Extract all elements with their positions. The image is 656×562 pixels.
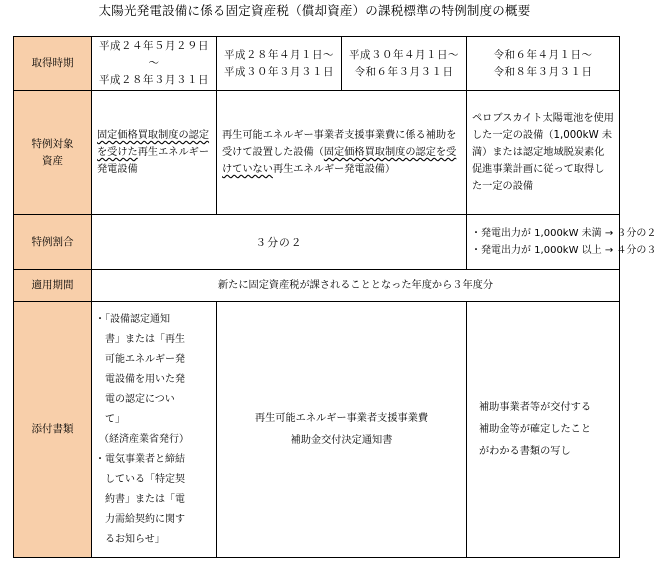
row-header-special-ratio: 特例割合 xyxy=(14,215,92,270)
attached-document-line: るお知らせ」 xyxy=(105,533,165,545)
target-assets-period-2-3-post: 再生エネルギー発電設備） xyxy=(272,164,396,175)
table-row xyxy=(14,302,620,558)
application-period-text: 新たに固定資産税が課されることとなった年度から３年度分 xyxy=(92,270,620,302)
acquisition-period-4 xyxy=(467,37,620,91)
acquisition-period-4-start: 令和６年４月１日～ xyxy=(493,48,593,61)
row-header-target-assets-line1: 特例対象 xyxy=(31,137,74,150)
attached-document-line: している「特定契 xyxy=(105,473,185,485)
attached-documents-period-4 xyxy=(467,302,620,558)
acquisition-period-1-end: 平成２８年３月３１日 xyxy=(99,74,209,86)
attached-document-line: ・電気事業者と締結 xyxy=(95,453,185,465)
row-header-acquisition-period: 取得時期 xyxy=(14,37,92,91)
acquisition-period-2-end: 平成３０年３月３１日 xyxy=(224,65,334,78)
attached-document-line: 書」または「再生 xyxy=(105,333,185,345)
attached-documents-period-2-3 xyxy=(217,302,467,558)
attached-document-line: 電の認定につい xyxy=(105,393,175,405)
fit-not-certified-text: 固定価格買取制度の認定を受けていない xyxy=(222,147,457,175)
attached-documents-period-1 xyxy=(92,302,217,558)
attached-document-line: 約書」または「電 xyxy=(105,493,185,505)
subsidy-notice-line1: 再生可能エネルギー事業者支援事業費 xyxy=(254,412,429,424)
table-row xyxy=(14,270,620,302)
target-assets-period-1-rest: 再生エネルギー発電設備 xyxy=(97,147,210,175)
table-row xyxy=(14,91,620,215)
attached-document-line: て」 xyxy=(105,413,125,425)
special-ratio-period-1-3: ３分の２ xyxy=(92,215,467,270)
attached-document-line: 力需給契約に関す xyxy=(105,513,185,525)
acquisition-period-2-start: 平成２８年４月１日～ xyxy=(224,48,334,61)
special-ratio-under-1000kw: ・発電出力が 1,000kW 未満 → ３分の２ xyxy=(471,228,656,239)
row-header-application-period: 適用期間 xyxy=(14,270,92,302)
special-ratio-over-1000kw: ・発電出力が 1,000kW 以上 → ４分の３ xyxy=(471,245,656,256)
table-row xyxy=(14,215,620,270)
acquisition-period-4-end: 令和８年３月３１日 xyxy=(493,65,593,78)
acquisition-period-1 xyxy=(92,37,217,91)
attached-document-line: 可能エネルギー発 xyxy=(105,353,185,365)
acquisition-period-3-end: 令和６年３月３１日 xyxy=(354,65,454,78)
acquisition-period-2 xyxy=(217,37,342,91)
subsidy-notice-line2: 補助金交付決定通知書 xyxy=(290,434,393,446)
row-header-target-assets xyxy=(14,91,92,215)
attached-document-line: （経済産業省発行） xyxy=(99,433,189,445)
attached-document-line: ・「設備認定通知 xyxy=(95,313,170,325)
target-assets-period-4: ペロブスカイト太陽電池を使用した一定の設備（1,000kW 未満）または認定地域脱炭素化促進事業計画に従って取得した一定の設備 xyxy=(467,91,620,215)
special-ratio-period-4 xyxy=(467,215,656,270)
acquisition-period-3 xyxy=(342,37,467,91)
row-header-target-assets-line2: 資産 xyxy=(42,154,63,167)
acquisition-period-1-start: 平成２４年５月２９日～ xyxy=(99,40,209,69)
attached-document-line: 電設備を用いた発 xyxy=(105,373,185,385)
special-measure-table xyxy=(13,36,656,558)
fit-certified-text: 固定価格買取制度の認定を受けた xyxy=(97,130,210,158)
acquisition-period-3-start: 平成３０年４月１日～ xyxy=(349,48,459,61)
page-title: 太陽光発電設備に係る固定資産税（償却資産）の課税標準の特例制度の概要 xyxy=(98,3,531,18)
target-assets-period-1 xyxy=(92,91,217,215)
subsidy-confirmation-line2: 補助金等が確定したこと xyxy=(479,423,592,435)
target-assets-period-2-3 xyxy=(217,91,467,215)
subsidy-confirmation-line3: がわかる書類の写し xyxy=(479,445,571,457)
target-assets-period-2-3-pre: 再生可能エネルギー事業者支援事業費に係る補助を受けて設置した設備（ xyxy=(222,130,457,158)
table-row xyxy=(14,37,620,91)
subsidy-confirmation-line1: 補助事業者等が交付する xyxy=(479,401,592,413)
row-header-attached-documents: 添付書類 xyxy=(14,302,92,558)
